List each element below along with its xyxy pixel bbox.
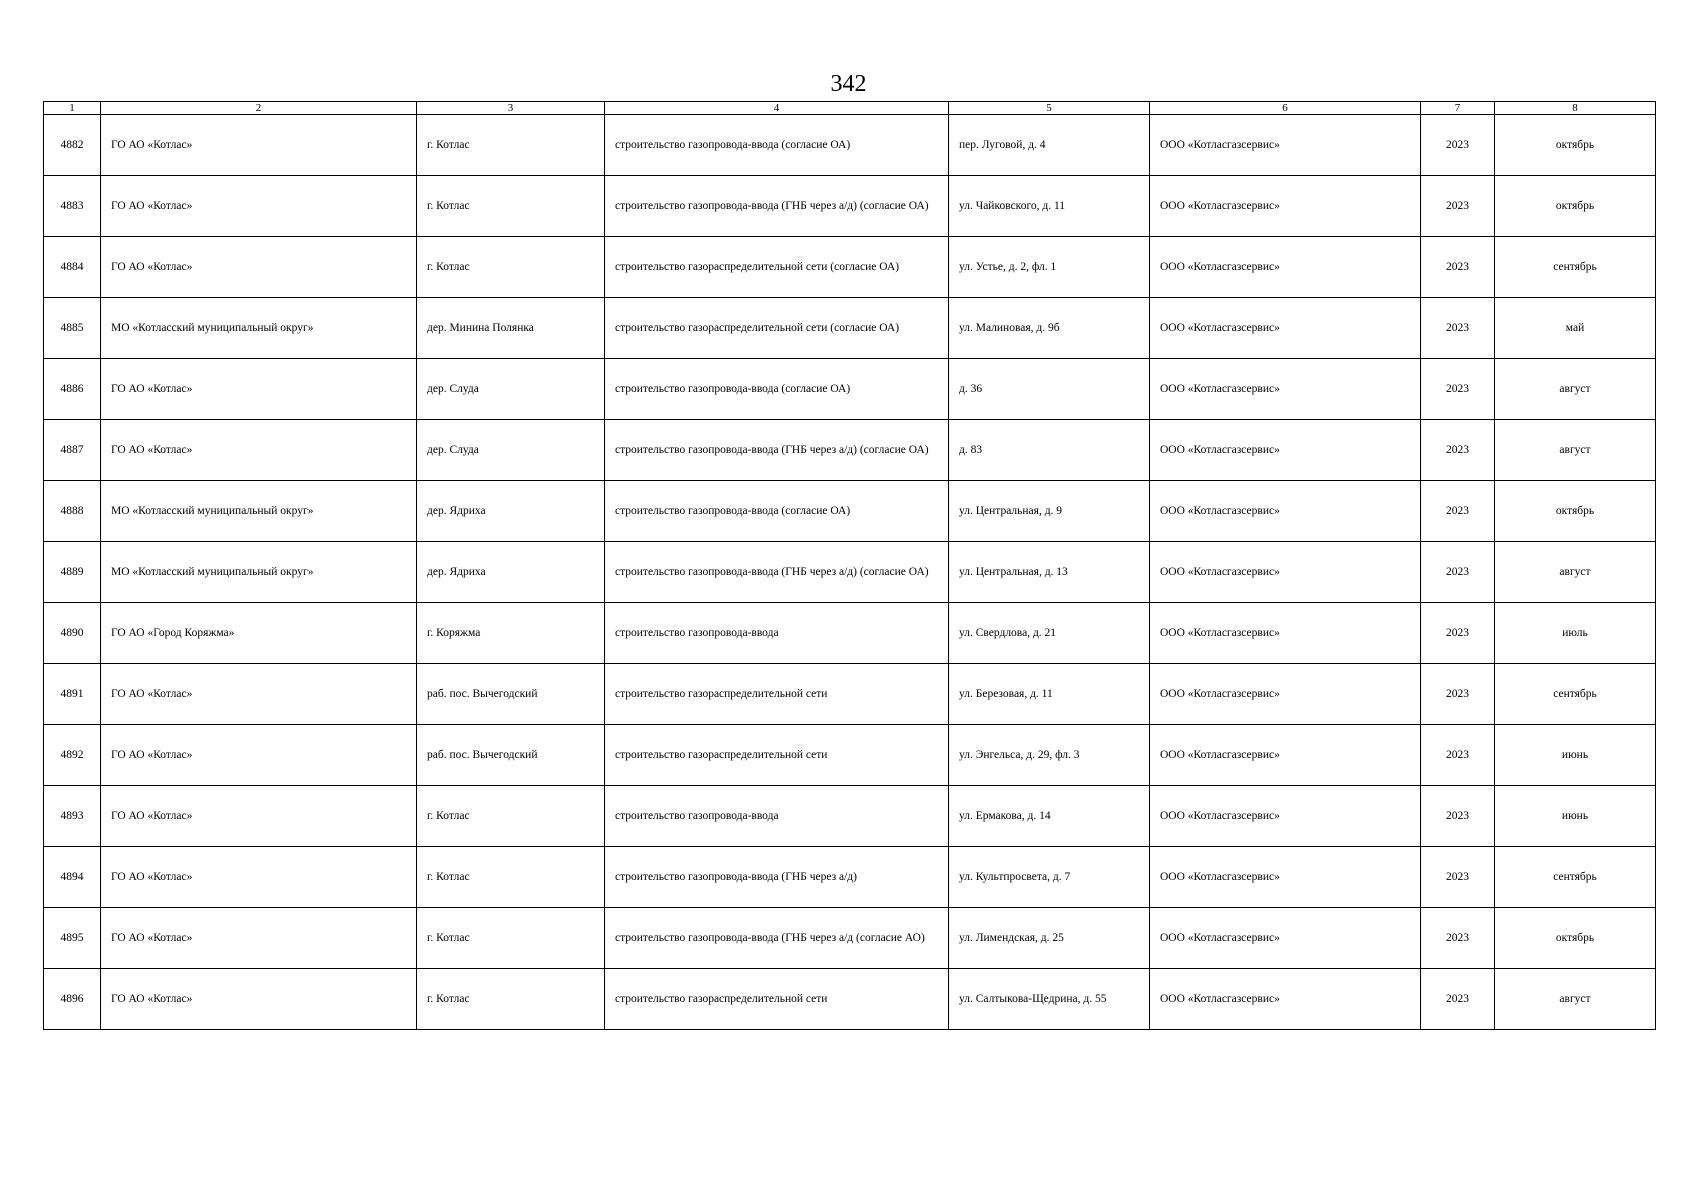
contractor-cell: ООО «Котласгазсервис» [1150,115,1421,176]
row-number: 4892 [44,725,101,786]
work-description-cell: строительство газопровода-ввода (ГНБ через а/д) (согласие ОА) [605,176,949,237]
month-cell: май [1495,298,1656,359]
year-cell: 2023 [1421,298,1495,359]
address-cell: ул. Малиновая, д. 9б [949,298,1150,359]
contractor-cell: ООО «Котласгазсервис» [1150,725,1421,786]
contractor-cell: ООО «Котласгазсервис» [1150,237,1421,298]
address-cell: д. 36 [949,359,1150,420]
row-number: 4886 [44,359,101,420]
municipality-cell: ГО АО «Город Коряжма» [101,603,417,664]
address-cell: ул. Устье, д. 2, фл. 1 [949,237,1150,298]
address-cell: ул. Культпросвета, д. 7 [949,847,1150,908]
row-number: 4891 [44,664,101,725]
municipality-cell: ГО АО «Котлас» [101,176,417,237]
settlement-cell: г. Котлас [417,237,605,298]
year-cell: 2023 [1421,664,1495,725]
row-number: 4894 [44,847,101,908]
contractor-cell: ООО «Котласгазсервис» [1150,481,1421,542]
address-cell: д. 83 [949,420,1150,481]
address-cell: ул. Свердлова, д. 21 [949,603,1150,664]
row-number: 4895 [44,908,101,969]
month-cell: сентябрь [1495,847,1656,908]
address-cell: ул. Центральная, д. 13 [949,542,1150,603]
municipality-cell: МО «Котласский муниципальный округ» [101,481,417,542]
settlement-cell: раб. пос. Вычегодский [417,664,605,725]
address-cell: ул. Энгельса, д. 29, фл. 3 [949,725,1150,786]
work-description-cell: строительство газопровода-ввода [605,603,949,664]
settlement-cell: г. Котлас [417,176,605,237]
month-cell: октябрь [1495,481,1656,542]
address-cell: ул. Березовая, д. 11 [949,664,1150,725]
municipality-cell: ГО АО «Котлас» [101,786,417,847]
year-cell: 2023 [1421,725,1495,786]
work-description-cell: строительство газопровода-ввода [605,786,949,847]
settlement-cell: г. Коряжма [417,603,605,664]
settlement-cell: дер. Слуда [417,359,605,420]
column-header-6: 6 [1150,102,1421,115]
column-header-8: 8 [1495,102,1656,115]
month-cell: июнь [1495,725,1656,786]
table-row [44,481,1656,542]
month-cell: октябрь [1495,176,1656,237]
row-number: 4889 [44,542,101,603]
column-header-3: 3 [417,102,605,115]
municipality-cell: ГО АО «Котлас» [101,115,417,176]
year-cell: 2023 [1421,542,1495,603]
contractor-cell: ООО «Котласгазсервис» [1150,664,1421,725]
address-cell: ул. Чайковского, д. 11 [949,176,1150,237]
settlement-cell: дер. Слуда [417,420,605,481]
year-cell: 2023 [1421,847,1495,908]
year-cell: 2023 [1421,237,1495,298]
settlement-cell: дер. Ядриха [417,542,605,603]
contractor-cell: ООО «Котласгазсервис» [1150,847,1421,908]
gasification-table [43,101,1656,1030]
year-cell: 2023 [1421,481,1495,542]
row-number: 4885 [44,298,101,359]
settlement-cell: г. Котлас [417,786,605,847]
municipality-cell: ГО АО «Котлас» [101,420,417,481]
year-cell: 2023 [1421,115,1495,176]
contractor-cell: ООО «Котласгазсервис» [1150,786,1421,847]
month-cell: октябрь [1495,115,1656,176]
settlement-cell: дер. Ядриха [417,481,605,542]
work-description-cell: строительство газопровода-ввода (согласие ОА) [605,359,949,420]
settlement-cell: г. Котлас [417,908,605,969]
municipality-cell: ГО АО «Котлас» [101,725,417,786]
work-description-cell: строительство газопровода-ввода (ГНБ через а/д) [605,847,949,908]
month-cell: сентябрь [1495,664,1656,725]
month-cell: август [1495,420,1656,481]
contractor-cell: ООО «Котласгазсервис» [1150,359,1421,420]
municipality-cell: ГО АО «Котлас» [101,847,417,908]
row-number: 4884 [44,237,101,298]
year-cell: 2023 [1421,420,1495,481]
municipality-cell: ГО АО «Котлас» [101,237,417,298]
table-row [44,359,1656,420]
month-cell: август [1495,969,1656,1030]
address-cell: пер. Луговой, д. 4 [949,115,1150,176]
work-description-cell: строительство газопровода-ввода (согласие ОА) [605,115,949,176]
municipality-cell: ГО АО «Котлас» [101,908,417,969]
month-cell: июль [1495,603,1656,664]
table-row [44,420,1656,481]
work-description-cell: строительство газопровода-ввода (согласие ОА) [605,481,949,542]
municipality-cell: МО «Котласский муниципальный округ» [101,298,417,359]
work-description-cell: строительство газораспределительной сети [605,969,949,1030]
year-cell: 2023 [1421,176,1495,237]
year-cell: 2023 [1421,786,1495,847]
work-description-cell: строительство газопровода-ввода (ГНБ через а/д) (согласие ОА) [605,542,949,603]
table-row [44,237,1656,298]
work-description-cell: строительство газораспределительной сети (согласие ОА) [605,298,949,359]
month-cell: июнь [1495,786,1656,847]
contractor-cell: ООО «Котласгазсервис» [1150,420,1421,481]
month-cell: сентябрь [1495,237,1656,298]
settlement-cell: г. Котлас [417,115,605,176]
row-number: 4882 [44,115,101,176]
settlement-cell: г. Котлас [417,969,605,1030]
column-header-4: 4 [605,102,949,115]
work-description-cell: строительство газораспределительной сети [605,664,949,725]
table-row [44,725,1656,786]
municipality-cell: ГО АО «Котлас» [101,359,417,420]
table-row [44,908,1656,969]
contractor-cell: ООО «Котласгазсервис» [1150,603,1421,664]
contractor-cell: ООО «Котласгазсервис» [1150,176,1421,237]
table-row [44,664,1656,725]
header-row [44,102,1656,115]
year-cell: 2023 [1421,908,1495,969]
work-description-cell: строительство газопровода-ввода (ГНБ через а/д) (согласие ОА) [605,420,949,481]
work-description-cell: строительство газораспределительной сети (согласие ОА) [605,237,949,298]
settlement-cell: дер. Минина Полянка [417,298,605,359]
table-row [44,969,1656,1030]
contractor-cell: ООО «Котласгазсервис» [1150,908,1421,969]
address-cell: ул. Салтыкова-Щедрина, д. 55 [949,969,1150,1030]
address-cell: ул. Центральная, д. 9 [949,481,1150,542]
month-cell: август [1495,542,1656,603]
contractor-cell: ООО «Котласгазсервис» [1150,969,1421,1030]
column-header-2: 2 [101,102,417,115]
table-row [44,115,1656,176]
column-header-5: 5 [949,102,1150,115]
municipality-cell: МО «Котласский муниципальный округ» [101,542,417,603]
work-description-cell: строительство газораспределительной сети [605,725,949,786]
settlement-cell: г. Котлас [417,847,605,908]
row-number: 4887 [44,420,101,481]
table-row [44,603,1656,664]
table-row [44,298,1656,359]
month-cell: август [1495,359,1656,420]
contractor-cell: ООО «Котласгазсервис» [1150,298,1421,359]
address-cell: ул. Ермакова, д. 14 [949,786,1150,847]
address-cell: ул. Лимендская, д. 25 [949,908,1150,969]
year-cell: 2023 [1421,603,1495,664]
table-row [44,847,1656,908]
row-number: 4890 [44,603,101,664]
column-header-1: 1 [44,102,101,115]
page-number: 342 [830,71,867,97]
row-number: 4888 [44,481,101,542]
row-number: 4896 [44,969,101,1030]
year-cell: 2023 [1421,359,1495,420]
table-row [44,176,1656,237]
month-cell: октябрь [1495,908,1656,969]
table-row [44,786,1656,847]
year-cell: 2023 [1421,969,1495,1030]
municipality-cell: ГО АО «Котлас» [101,969,417,1030]
table-header [44,102,1656,115]
table-body [44,115,1656,1030]
table-row [44,542,1656,603]
column-header-7: 7 [1421,102,1495,115]
contractor-cell: ООО «Котласгазсервис» [1150,542,1421,603]
settlement-cell: раб. пос. Вычегодский [417,725,605,786]
municipality-cell: ГО АО «Котлас» [101,664,417,725]
row-number: 4883 [44,176,101,237]
work-description-cell: строительство газопровода-ввода (ГНБ через а/д (согласие АО) [605,908,949,969]
row-number: 4893 [44,786,101,847]
